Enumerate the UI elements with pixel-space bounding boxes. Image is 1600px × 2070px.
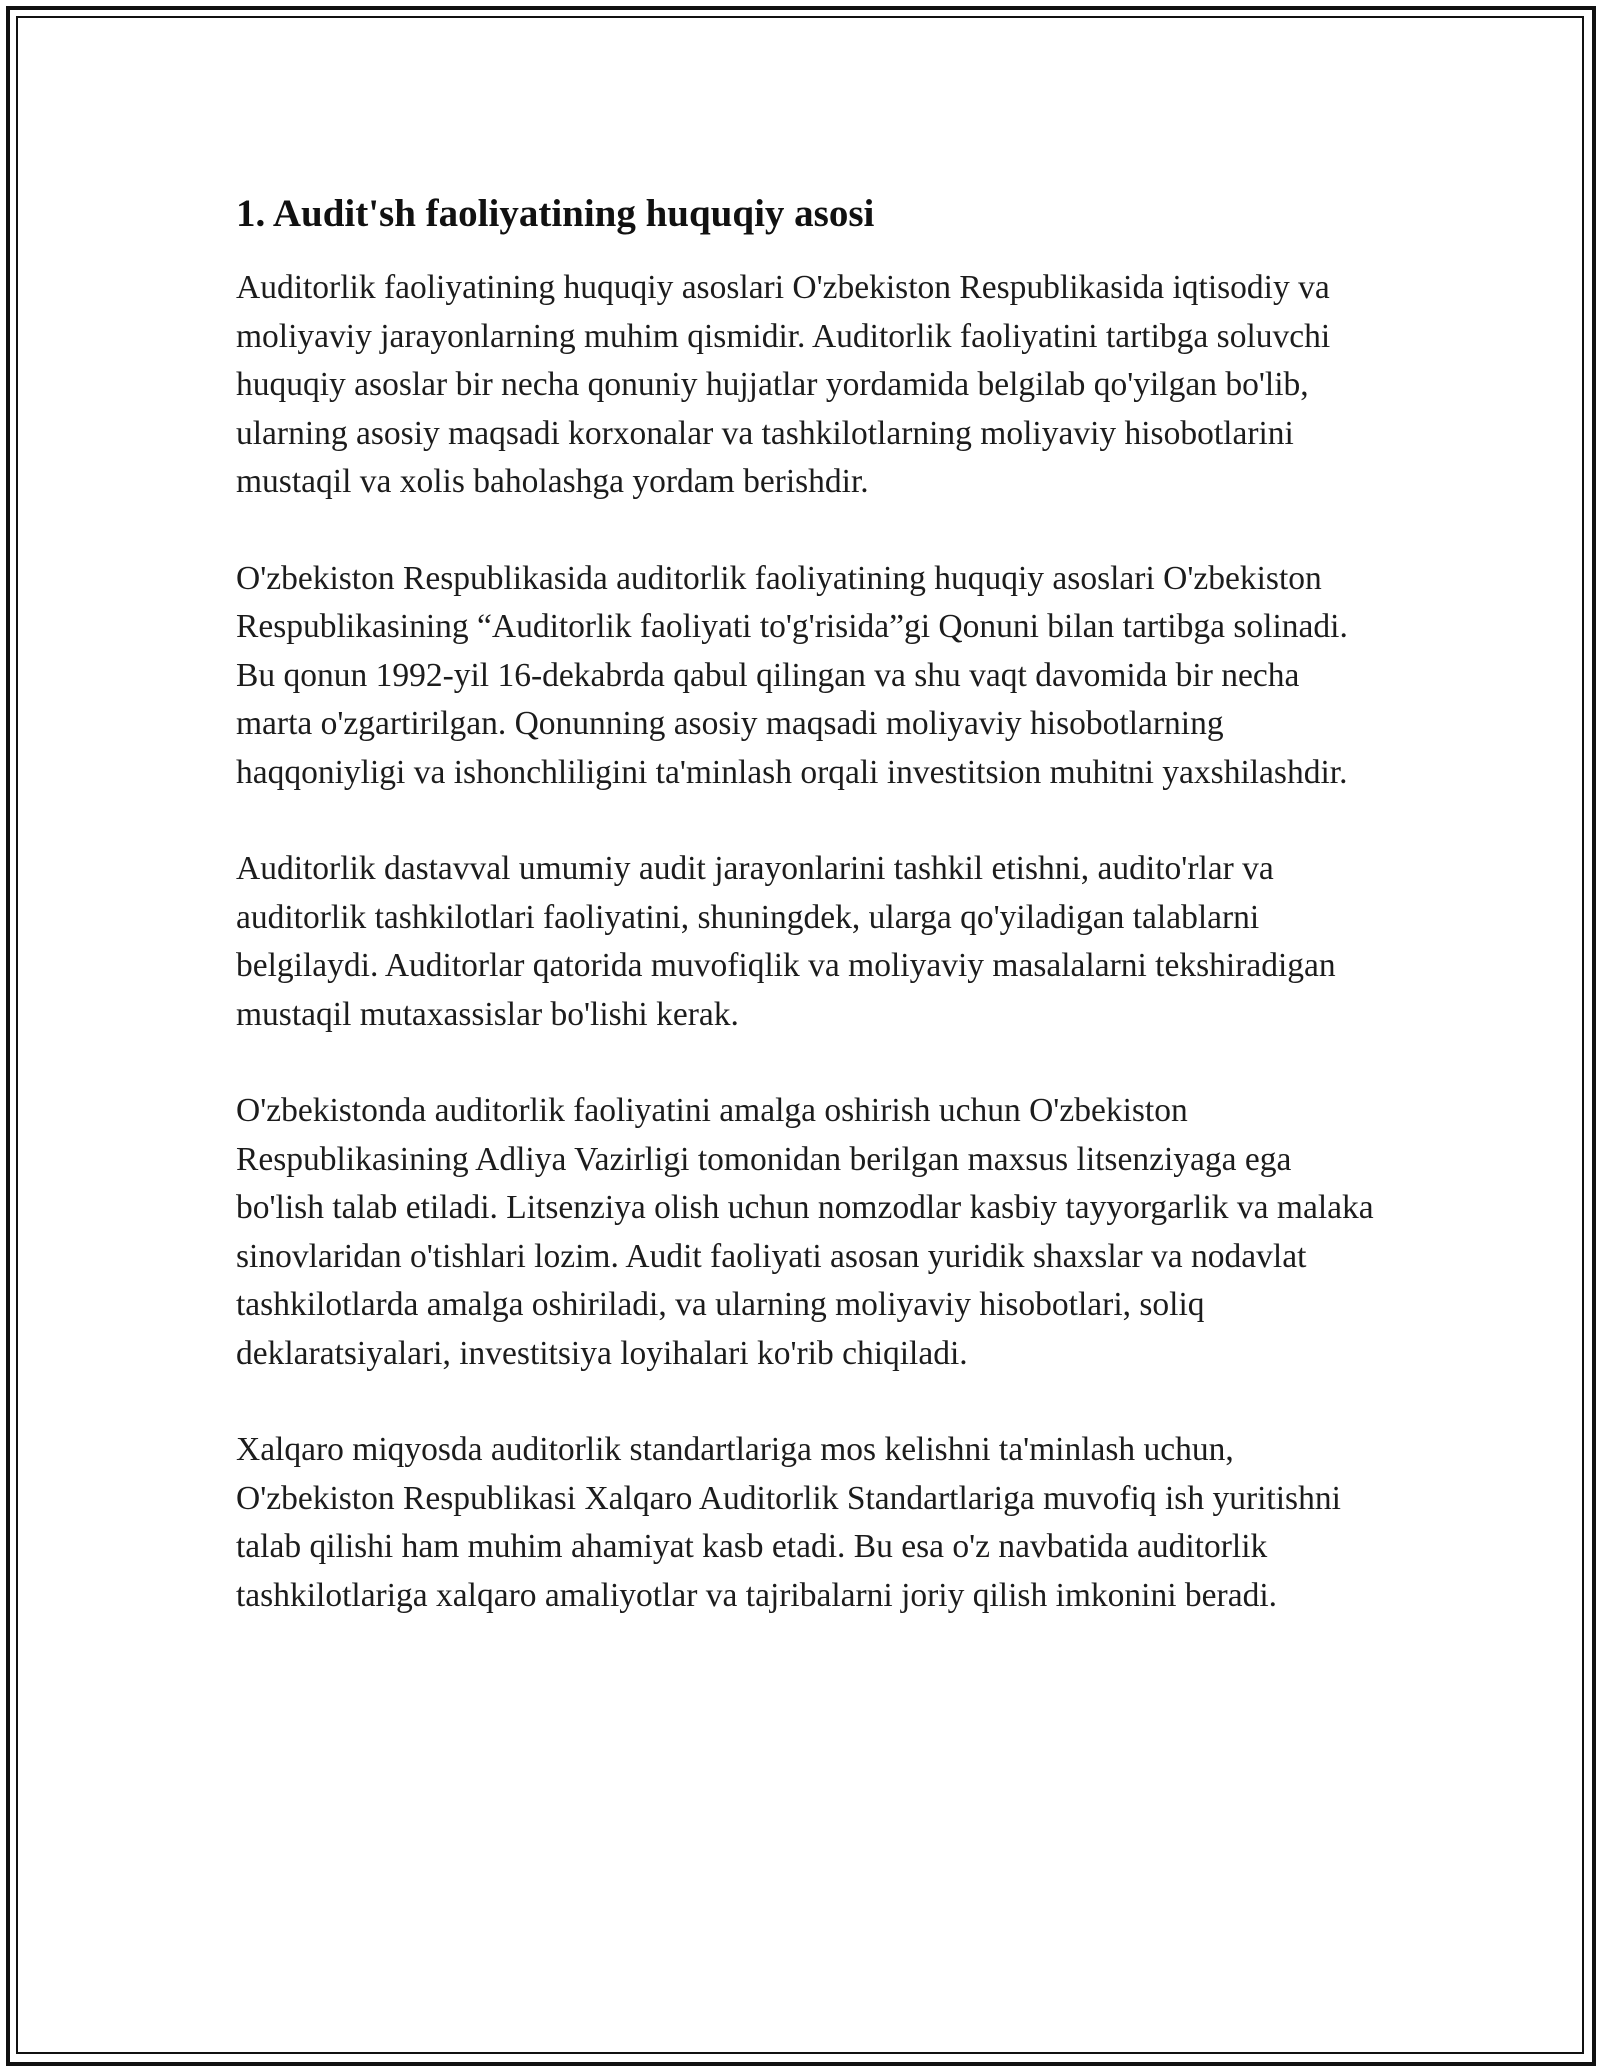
document-body <box>236 188 1376 1668</box>
paragraph-5: Xalqaro miqyosda auditorlik standartlariga mos kelishni ta'minlash uchun, O'zbekiston Respublikasi Xalqaro Auditorlik Standartlariga muvofiq ish yuritishni talab qilishi ham muhim ahamiyat kasb etadi. Bu esa o'z navbatida auditorlik tashkilotlariga xalqaro amaliyotlar va tajribalarni joriy qilish imkonini beradi. <box>236 1431 1341 1614</box>
document-title: 1. Audit'sh faoliyatining huquqiy asosi <box>236 192 875 235</box>
paragraph-1: Auditorlik faoliyatining huquqiy asoslari O'zbekiston Respublikasida iqtisodiy va moliyaviy jarayonlarning muhim qismidir. Auditorlik faoliyatini tartibga soluvchi huquqiy asoslar bir necha qonuniy hujjatlar yordamida belgilab qo'yilgan bo'lib, ularning asosiy maqsadi korxonalar va tashkilotlarning moliyaviy hisobotlarini mustaqil va xolis baholashga yordam berishdir. <box>236 269 1331 500</box>
paragraph-4: O'zbekistonda auditorlik faoliyatini amalga oshirish uchun O'zbekiston Respublikasining Adliya Vazirligi tomonidan berilgan maxsus litsenziyaga ega bo'lish talab etiladi. Litsenziya olish uchun nomzodlar kasbiy tayyorgarlik va malaka sinovlaridan o'tishlari lozim. Audit faoliyati asosan yuridik shaxslar va nodavlat tashkilotlarda amalga oshiriladi, va ularning moliyaviy hisobotlari, soliq deklaratsiyalari, investitsiya loyihalari ko'rib chiqiladi. <box>236 1092 1374 1372</box>
paragraph-3: Auditorlik dastavval umumiy audit jarayonlarini tashkil etishni, audito'rlar va auditorlik tashkilotlari faoliyatini, shuningdek, ularga qo'yiladigan talablarni belgilaydi. Auditorlar qatorida muvofiqlik va moliyaviy masalalarni tekshiradigan mustaqil mutaxassislar bo'lishi kerak. <box>236 850 1336 1033</box>
paragraph-2: O'zbekiston Respublikasida auditorlik faoliyatining huquqiy asoslari O'zbekiston Respublikasining “Auditorlik faoliyati to'g'risida”gi Qonuni bilan tartibga solinadi. Bu qonun 1992-yil 16-dekabrda qabul qilingan va shu vaqt davomida bir necha marta o'zgartirilgan. Qonunning asosiy maqsadi moliyaviy hisobotlarning haqqoniyligi va ishonchliligini ta'minlash orqali investitsion muhitni yaxshilashdir. <box>236 559 1348 791</box>
